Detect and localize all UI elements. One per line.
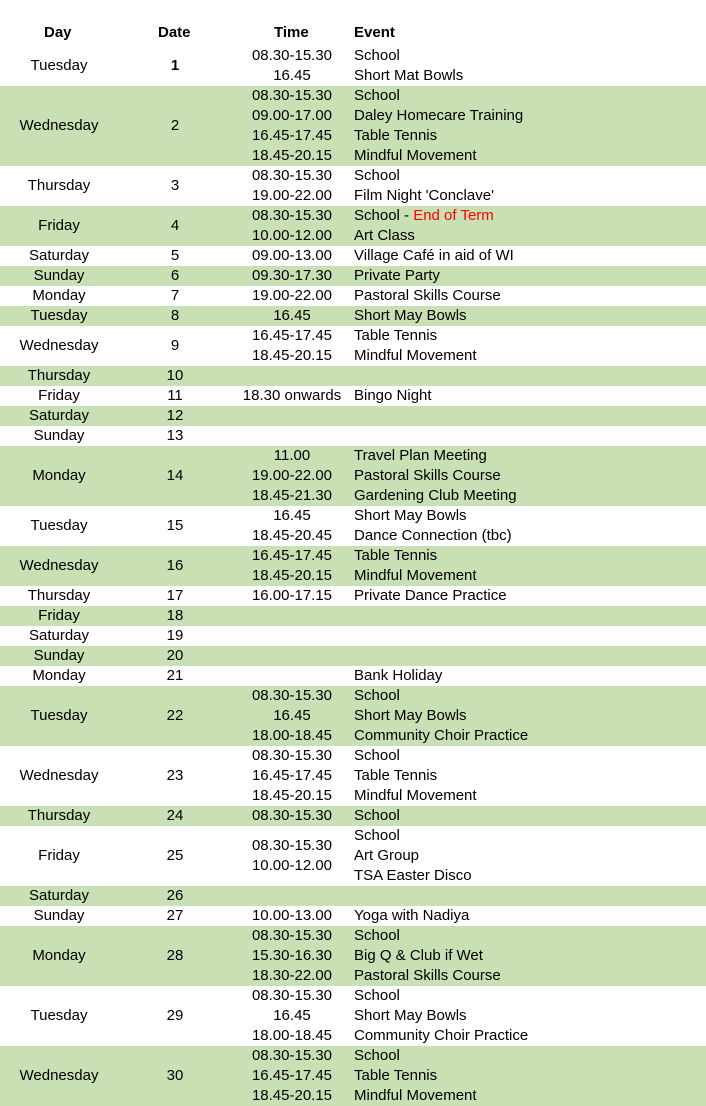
day-name: Friday: [38, 847, 80, 864]
day-group: [0, 326, 706, 366]
event-name: Mindful Movement: [354, 787, 477, 804]
event-name: Gardening Club Meeting: [354, 487, 517, 504]
event-time: 16.45-17.45: [251, 327, 333, 344]
day-name: Monday: [32, 667, 86, 684]
day-group: [0, 286, 706, 306]
event-time: 16.45: [273, 67, 311, 84]
event-time: 18.45-20.15: [251, 147, 333, 164]
header-day: Day: [44, 24, 72, 41]
date-number: 5: [170, 247, 180, 264]
event-name: Bank Holiday: [354, 667, 443, 684]
event-time: 08.30-15.30: [251, 1047, 333, 1064]
day-group: [0, 986, 706, 1046]
event-line: [0, 686, 706, 706]
day-group: [0, 686, 706, 746]
event-name: School: [354, 47, 400, 64]
event-name: Bingo Night: [354, 387, 432, 404]
date-number: 13: [166, 427, 184, 444]
date-number: 17: [166, 587, 184, 604]
day-name: Tuesday: [30, 57, 88, 74]
day-group: [0, 666, 706, 686]
event-time: 18.45-21.30: [251, 487, 333, 504]
day-name: Thursday: [27, 587, 91, 604]
event-line: [0, 666, 706, 686]
date-number: 16: [166, 557, 184, 574]
day-name: Friday: [38, 387, 80, 404]
event-line: [0, 286, 706, 306]
date-number: 7: [170, 287, 180, 304]
event-line: [0, 306, 706, 326]
event-line: [0, 746, 706, 766]
date-number: 3: [170, 177, 180, 194]
day-group: [0, 246, 706, 266]
event-time: 18.45-20.15: [251, 787, 333, 804]
day-group: [0, 386, 706, 406]
day-group: [0, 806, 706, 826]
event-line: [0, 806, 706, 826]
date-number: 14: [166, 467, 184, 484]
event-line: [0, 186, 706, 206]
event-name: Mindful Movement: [354, 147, 477, 164]
day-group: [0, 886, 706, 906]
event-line: [0, 786, 706, 806]
event-highlight: End of Term: [413, 207, 494, 224]
event-time: 16.45: [273, 1007, 311, 1024]
day-group: [0, 606, 706, 626]
event-line: [0, 886, 706, 906]
event-line: [0, 1046, 706, 1066]
event-time: 18.00-18.45: [251, 1027, 333, 1044]
table-header: [0, 23, 706, 46]
day-name: Friday: [38, 607, 80, 624]
day-group: [0, 446, 706, 506]
date-number: 10: [166, 367, 184, 384]
day-group: [0, 406, 706, 426]
event-name: Private Party: [354, 267, 440, 284]
event-time: 19.00-22.00: [251, 287, 333, 304]
event-time: 08.30-15.30: [251, 927, 333, 944]
event-name: Art Group: [354, 847, 420, 864]
event-time: 18.45-20.15: [251, 567, 333, 584]
event-time: 18.45-20.15: [251, 347, 333, 364]
event-name: School: [354, 167, 400, 184]
event-name: School: [354, 1047, 400, 1064]
date-number: 29: [166, 1007, 184, 1024]
day-group: [0, 206, 706, 246]
event-time: 10.00-13.00: [251, 907, 333, 924]
day-name: Tuesday: [30, 707, 88, 724]
day-name: Monday: [32, 467, 86, 484]
event-line: [0, 386, 706, 406]
day-name: Saturday: [28, 247, 90, 264]
event-time: 08.30-15.30: [251, 167, 333, 184]
event-name: Private Dance Practice: [354, 587, 507, 604]
event-line: [0, 586, 706, 606]
event-name: Art Class: [354, 227, 415, 244]
event-name: School: [354, 987, 400, 1004]
day-group: [0, 1046, 706, 1106]
event-line: [0, 426, 706, 446]
event-time: 16.45-17.45: [251, 767, 333, 784]
date-number: 27: [166, 907, 184, 924]
event-name: School - End of Term: [354, 207, 494, 224]
date-number: 1: [170, 57, 180, 74]
date-number: 21: [166, 667, 184, 684]
day-name: Wednesday: [19, 1067, 99, 1084]
event-line: [0, 706, 706, 726]
date-number: 25: [166, 847, 184, 864]
event-time: 08.30-15.30: [251, 47, 333, 64]
event-name: School: [354, 87, 400, 104]
event-line: [0, 86, 706, 106]
event-line: [0, 626, 706, 646]
date-number: 6: [170, 267, 180, 284]
date-number: 8: [170, 307, 180, 324]
event-name: Film Night 'Conclave': [354, 187, 494, 204]
event-line: [0, 146, 706, 166]
event-name: Short May Bowls: [354, 507, 467, 524]
event-name: Table Tennis: [354, 127, 438, 144]
day-name: Tuesday: [30, 307, 88, 324]
event-time: 10.00-12.00: [251, 857, 333, 874]
event-name: Table Tennis: [354, 1067, 438, 1084]
day-name: Thursday: [27, 177, 91, 194]
event-time: 09.30-17.30: [251, 267, 333, 284]
day-group: [0, 746, 706, 806]
day-group: [0, 86, 706, 166]
date-number: 19: [166, 627, 184, 644]
day-group: [0, 906, 706, 926]
event-time: 19.00-22.00: [251, 187, 333, 204]
event-time: 08.30-15.30: [251, 687, 333, 704]
event-time: 18.00-18.45: [251, 727, 333, 744]
event-time: 09.00-17.00: [251, 107, 333, 124]
day-name: Friday: [38, 217, 80, 234]
event-time: 18.30 onwards: [242, 387, 342, 404]
date-number: 22: [166, 707, 184, 724]
event-time: 16.45: [273, 507, 311, 524]
event-time: 10.00-12.00: [251, 227, 333, 244]
date-number: 12: [166, 407, 184, 424]
event-line: [0, 346, 706, 366]
event-line: [0, 226, 706, 246]
schedule-rows: [0, 46, 706, 1106]
date-number: 2: [170, 117, 180, 134]
date-number: 4: [170, 217, 180, 234]
event-line: [0, 986, 706, 1006]
event-name: School: [354, 827, 400, 844]
header-time: Time: [274, 24, 309, 41]
day-group: [0, 426, 706, 446]
day-group: [0, 306, 706, 326]
event-line: [0, 46, 706, 66]
event-name: Short May Bowls: [354, 307, 467, 324]
event-line: [0, 966, 706, 986]
event-name: Mindful Movement: [354, 1087, 477, 1104]
event-name: Pastoral Skills Course: [354, 467, 501, 484]
date-number: 28: [166, 947, 184, 964]
header-date: Date: [158, 24, 191, 41]
event-name: Table Tennis: [354, 767, 438, 784]
event-time: 08.30-15.30: [251, 807, 333, 824]
event-time: 08.30-15.30: [251, 987, 333, 1004]
day-name: Tuesday: [30, 517, 88, 534]
day-name: Tuesday: [30, 1007, 88, 1024]
event-time: 16.45: [273, 307, 311, 324]
event-name: Dance Connection (tbc): [354, 527, 512, 544]
event-name: Short May Bowls: [354, 707, 467, 724]
day-group: [0, 646, 706, 666]
event-time: 15.30-16.30: [251, 947, 333, 964]
date-number: 30: [166, 1067, 184, 1084]
event-line: [0, 166, 706, 186]
event-name: School: [354, 687, 400, 704]
event-name: Table Tennis: [354, 327, 438, 344]
event-name: Daley Homecare Training: [354, 107, 524, 124]
event-name: Village Café in aid of WI: [354, 247, 514, 264]
event-line: [0, 766, 706, 786]
event-line: [0, 906, 706, 926]
event-name: Short May Bowls: [354, 1007, 467, 1024]
event-line: [0, 486, 706, 506]
event-name: Big Q & Club if Wet: [354, 947, 483, 964]
event-line: [0, 546, 706, 566]
event-line: [0, 466, 706, 486]
event-line: [0, 406, 706, 426]
event-name: Short Mat Bowls: [354, 67, 464, 84]
event-line: [0, 506, 706, 526]
event-name: Yoga with Nadiya: [354, 907, 470, 924]
event-line: [0, 1026, 706, 1046]
date-number: 26: [166, 887, 184, 904]
day-group: [0, 266, 706, 286]
event-name: School: [354, 927, 400, 944]
day-group: [0, 46, 706, 86]
event-time: 18.45-20.15: [251, 1087, 333, 1104]
date-number: 20: [166, 647, 184, 664]
event-name: School: [354, 807, 400, 824]
day-group: [0, 586, 706, 606]
day-name: Thursday: [27, 367, 91, 384]
event-name: Table Tennis: [354, 547, 438, 564]
event-name: Community Choir Practice: [354, 727, 529, 744]
day-name: Wednesday: [19, 767, 99, 784]
day-group: [0, 506, 706, 546]
event-time: 08.30-15.30: [251, 837, 333, 854]
day-name: Wednesday: [19, 557, 99, 574]
event-line: [0, 66, 706, 86]
event-name: Pastoral Skills Course: [354, 967, 501, 984]
event-name: Mindful Movement: [354, 347, 477, 364]
day-name: Sunday: [33, 907, 85, 924]
event-line: [0, 1006, 706, 1026]
day-name: Wednesday: [19, 117, 99, 134]
day-group: [0, 366, 706, 386]
date-number: 9: [170, 337, 180, 354]
event-name: Travel Plan Meeting: [354, 447, 487, 464]
event-time: 19.00-22.00: [251, 467, 333, 484]
event-line: [0, 726, 706, 746]
day-group: [0, 546, 706, 586]
day-name: Thursday: [27, 807, 91, 824]
event-line: [0, 926, 706, 946]
event-time: 08.30-15.30: [251, 207, 333, 224]
event-time: 18.30-22.00: [251, 967, 333, 984]
day-name: Wednesday: [19, 337, 99, 354]
event-line: [0, 1086, 706, 1106]
event-line: [0, 857, 706, 886]
event-name: Community Choir Practice: [354, 1027, 529, 1044]
event-line: [0, 526, 706, 546]
event-time: 16.45: [273, 707, 311, 724]
event-line: [0, 326, 706, 346]
event-time: 18.45-20.45: [251, 527, 333, 544]
event-time: 09.00-13.00: [251, 247, 333, 264]
event-line: [0, 246, 706, 266]
event-line: [0, 446, 706, 466]
event-line: [0, 646, 706, 666]
event-time: 08.30-15.30: [251, 747, 333, 764]
event-name: Mindful Movement: [354, 567, 477, 584]
event-time: 16.45-17.45: [251, 1067, 333, 1084]
day-group: [0, 166, 706, 206]
day-group: [0, 826, 706, 886]
day-name: Sunday: [33, 267, 85, 284]
day-name: Monday: [32, 947, 86, 964]
date-number: 24: [166, 807, 184, 824]
day-group: [0, 926, 706, 986]
event-name: Pastoral Skills Course: [354, 287, 501, 304]
day-group: [0, 626, 706, 646]
date-number: 15: [166, 517, 184, 534]
event-line: [0, 1066, 706, 1086]
event-line: [0, 366, 706, 386]
date-number: 23: [166, 767, 184, 784]
event-line: [0, 106, 706, 126]
day-name: Saturday: [28, 887, 90, 904]
day-name: Saturday: [28, 627, 90, 644]
event-name: School: [354, 747, 400, 764]
event-time: 16.45-17.45: [251, 127, 333, 144]
event-line: [0, 126, 706, 146]
day-name: Sunday: [33, 427, 85, 444]
day-name: Saturday: [28, 407, 90, 424]
event-line: [0, 946, 706, 966]
event-time: 11.00: [273, 447, 311, 464]
event-line: [0, 206, 706, 226]
event-name: TSA Easter Disco: [354, 867, 472, 884]
event-time: 16.00-17.15: [251, 587, 333, 604]
header-event: Event: [354, 24, 395, 41]
event-time: 16.45-17.45: [251, 547, 333, 564]
date-number: 11: [167, 387, 183, 404]
day-name: Sunday: [33, 647, 85, 664]
day-name: Monday: [32, 287, 86, 304]
event-time: 08.30-15.30: [251, 87, 333, 104]
date-number: 18: [166, 607, 184, 624]
event-line: [0, 606, 706, 626]
event-line: [0, 266, 706, 286]
event-line: [0, 566, 706, 586]
